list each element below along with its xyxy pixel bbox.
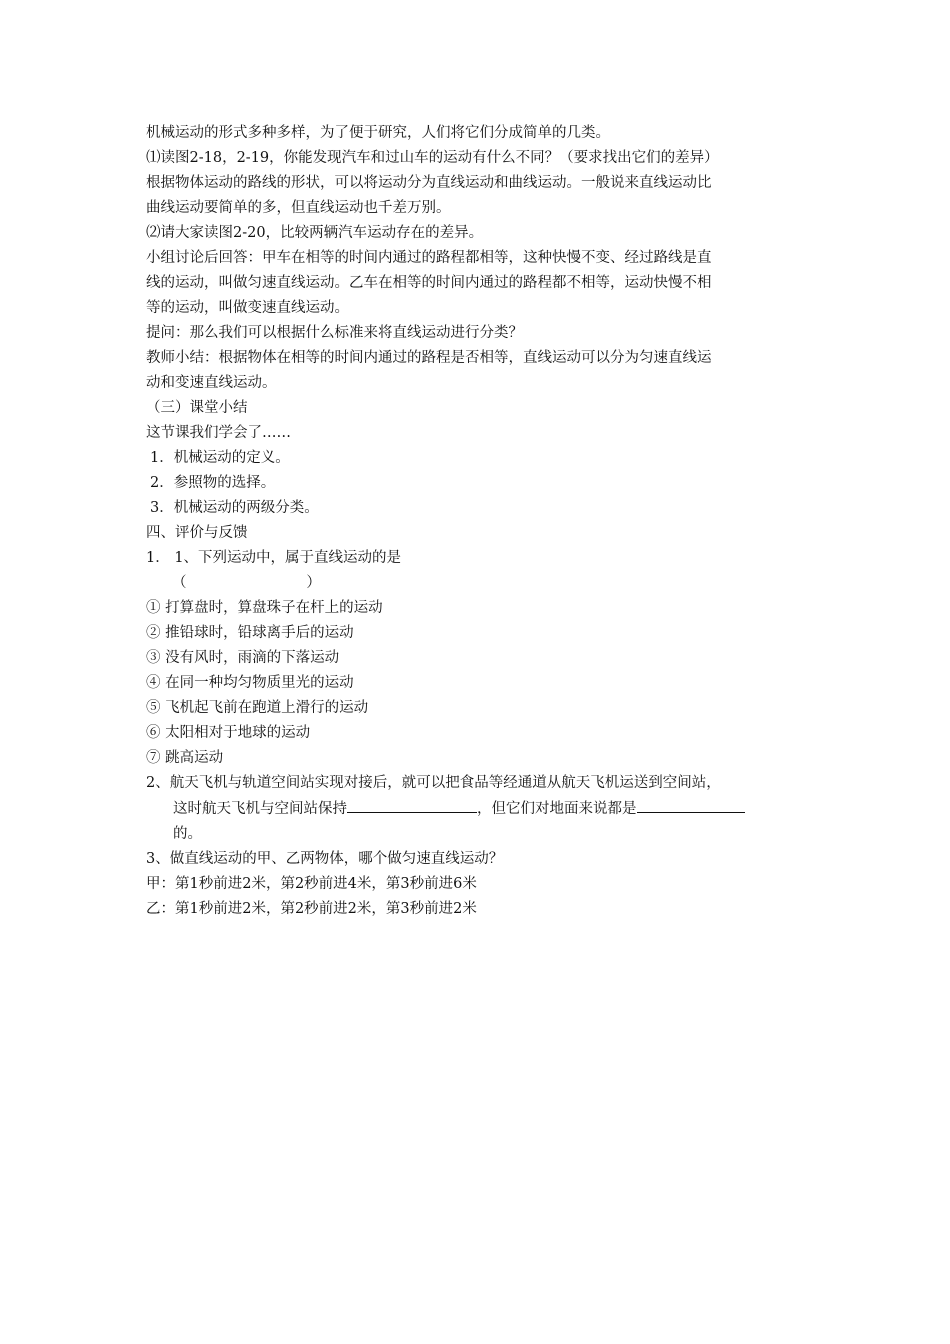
summary-item: 1．机械运动的定义。 — [150, 450, 290, 466]
answer-blank[interactable] — [637, 796, 745, 813]
option-item: ② 推铅球时，铅球离手后的运动 — [146, 625, 354, 641]
summary-item: 2．参照物的选择。 — [150, 475, 276, 491]
option-item: ④ 在同一种均匀物质里光的运动 — [146, 675, 354, 691]
teacher-summary-line: 教师小结：根据物体在相等的时间内通过的路程是否相等，直线运动可以分为匀速直线运 — [146, 350, 712, 366]
intro-paragraph: 机械运动的形式多种多样，为了便于研究，人们将它们分成简单的几类。 — [146, 125, 610, 141]
question-1: ⑴读图2-18，2-19，你能发现汽车和过山车的运动有什么不同？（要求找出它们的差异） — [146, 150, 719, 166]
option-item: ⑥ 太阳相对于地球的运动 — [146, 725, 311, 741]
summary-item: 3．机械运动的两级分类。 — [150, 500, 319, 516]
exercise-3-stem: 3、做直线运动的甲、乙两物体，哪个做匀速直线运动？ — [146, 851, 504, 867]
summary-lead: 这节课我们学会了…… — [146, 425, 291, 441]
paragraph-line: 根据物体运动的路线的形状，可以将运动分为直线运动和曲线运动。一般说来直线运动比 — [146, 175, 712, 191]
answer-blank[interactable] — [347, 796, 477, 813]
exercise-3-yi: 乙：第1秒前进2米，第2秒前进2米，第3秒前进2米 — [146, 901, 477, 917]
document-page — [146, 121, 806, 922]
exercise-1-stem: 1． 1、下列运动中，属于直线运动的是 — [146, 550, 402, 566]
exercise-2-fill-line — [146, 796, 806, 822]
answer-parentheses: （ ） — [172, 575, 321, 591]
exercise-2-end: 的。 — [173, 826, 202, 842]
teacher-question: 提问：那么我们可以根据什么标准来将直线运动进行分类？ — [146, 325, 523, 341]
question-2: ⑵请大家读图2-20，比较两辆汽车运动存在的差异。 — [146, 225, 484, 241]
exercise-3-jia: 甲：第1秒前进2米，第2秒前进4米，第3秒前进6米 — [146, 876, 477, 892]
discussion-line: 小组讨论后回答：甲车在相等的时间内通过的路程都相等，这种快慢不变、经过路线是直 — [146, 250, 712, 266]
discussion-line: 等的运动，叫做变速直线运动。 — [146, 300, 349, 316]
section-heading-summary: （三）课堂小结 — [146, 400, 248, 416]
section-heading-feedback: 四、评价与反馈 — [146, 525, 248, 541]
discussion-line: 线的运动，叫做匀速直线运动。乙车在相等的时间内通过的路程都不相等，运动快慢不相 — [146, 275, 712, 291]
exercise-2-text: 这时航天飞机与空间站保持 — [173, 801, 347, 817]
exercise-2-line: 2、航天飞机与轨道空间站实现对接后，就可以把食品等经通道从航天飞机运送到空间站， — [146, 775, 721, 791]
option-item: ① 打算盘时，算盘珠子在杆上的运动 — [146, 600, 383, 616]
option-item: ③ 没有风时，雨滴的下落运动 — [146, 650, 340, 666]
option-item: ⑦ 跳高运动 — [146, 750, 224, 766]
exercise-2-text: ，但它们对地面来说都是 — [477, 801, 637, 817]
option-item: ⑤ 飞机起飞前在跑道上滑行的运动 — [146, 700, 369, 716]
teacher-summary-line: 动和变速直线运动。 — [146, 375, 277, 391]
paragraph-line: 曲线运动要简单的多，但直线运动也千差万别。 — [146, 200, 451, 216]
